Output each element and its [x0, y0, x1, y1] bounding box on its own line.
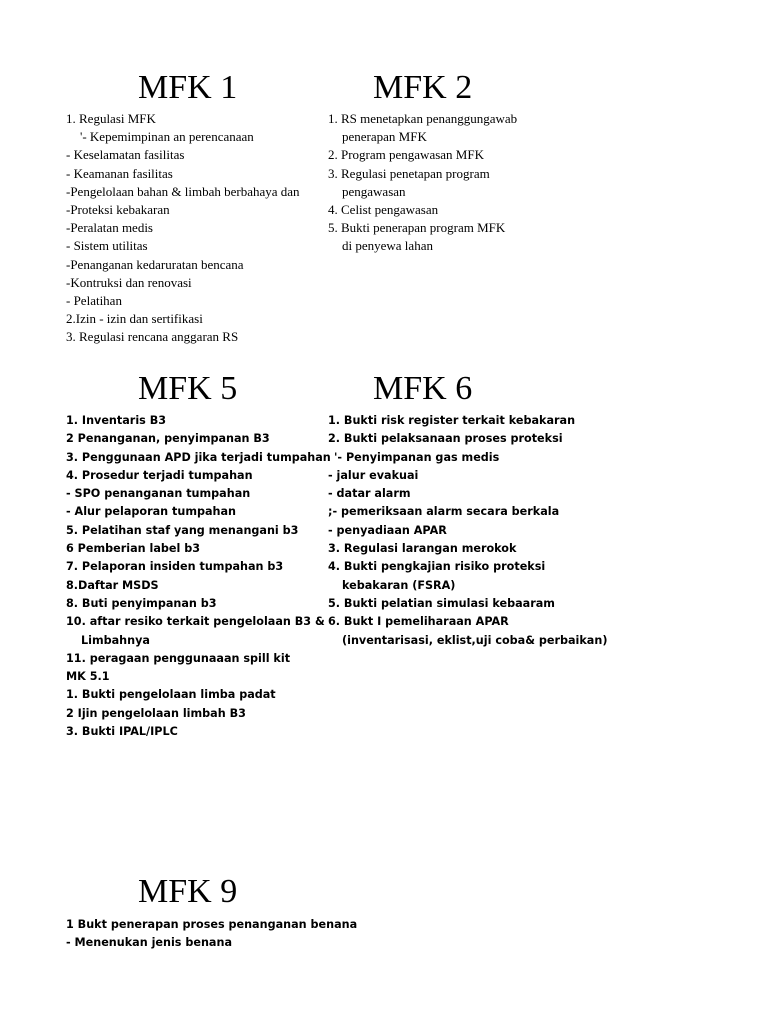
list-item: 8.Daftar MSDS — [66, 578, 159, 592]
list-item: 2. Program pengawasan MFK — [328, 147, 484, 163]
list-item: '- Penyimpanan gas medis — [334, 450, 500, 464]
list-item: - Alur pelaporan tumpahan — [66, 505, 237, 519]
list-item: - Menenukan jenis benana — [66, 936, 232, 950]
list-item: -Proteksi kebakaran — [66, 201, 170, 217]
mfk9-list — [66, 916, 366, 953]
list-item: 10. aftar resiko terkait pengelolaan B3 & — [66, 615, 325, 629]
list-item: Limbahnya — [81, 633, 150, 647]
list-item: 4. Celist pengawasan — [328, 201, 439, 217]
list-item: 3. Regulasi larangan merokok — [328, 542, 517, 556]
list-item: 4. Bukti pengkajian risiko proteksi — [328, 560, 546, 574]
list-item: 3. Regulasi rencana anggaran RS — [66, 329, 239, 345]
list-item: ;- pemeriksaan alarm secara berkala — [328, 505, 560, 519]
list-item: 5. Bukti penerapan program MFK — [328, 220, 506, 236]
list-item: 3. Regulasi penetapan program — [328, 165, 490, 181]
heading-mfk6: MFK 6 — [373, 370, 473, 407]
list-item: - datar alarm — [328, 487, 411, 501]
heading-mfk9: MFK 9 — [138, 873, 238, 910]
list-item: -Penanganan kedaruratan bencana — [66, 256, 244, 272]
list-item: 6. Bukt I pemeliharaan APAR — [328, 615, 509, 629]
list-item: 7. Pelaporan insiden tumpahan b3 — [66, 560, 284, 574]
list-item: 1. RS menetapkan penanggungawab — [328, 111, 518, 126]
list-item: - Pelatihan — [66, 292, 122, 308]
list-item: 1. Bukti risk register terkait kebakaran — [328, 414, 576, 427]
list-item: 1 Bukt penerapan proses penanganan benana — [66, 918, 358, 931]
list-item: 1. Inventaris B3 — [66, 414, 167, 427]
list-item: kebakaran (FSRA) — [342, 578, 456, 592]
list-item: MK 5.1 — [66, 670, 110, 684]
list-item: -Kontruksi dan renovasi — [66, 274, 192, 290]
mfk5-list — [66, 412, 331, 741]
list-item: 2. Bukti pelaksanaan proses proteksi — [328, 432, 563, 446]
list-item: 2 Penanganan, penyimpanan B3 — [66, 432, 270, 446]
list-item: 1. Regulasi MFK — [66, 111, 156, 126]
list-item: -Pengelolaan bahan & limbah berbahaya dan — [66, 183, 300, 199]
list-item: - SPO penanganan tumpahan — [66, 487, 251, 501]
list-item: 11. peragaan penggunaaan spill kit — [66, 651, 291, 665]
list-item: 5. Pelatihan staf yang menangani b3 — [66, 523, 299, 537]
list-item: - penyadiaan APAR — [328, 523, 447, 537]
list-item: 3. Penggunaan APD jika terjadi tumpahan — [66, 450, 331, 464]
heading-mfk1: MFK 1 — [138, 69, 238, 106]
list-item: penerapan MFK — [342, 129, 427, 145]
list-item: 3. Bukti IPAL/IPLC — [66, 725, 178, 739]
list-item: '- Kepemimpinan an perencanaan — [80, 129, 254, 145]
mfk1-list — [66, 110, 336, 346]
list-item: 1. Bukti pengelolaan limba padat — [66, 688, 276, 702]
list-item: 4. Prosedur terjadi tumpahan — [66, 468, 253, 482]
list-item: 6 Pemberian label b3 — [66, 542, 200, 556]
list-item: - Sistem utilitas — [66, 238, 148, 254]
heading-mfk5: MFK 5 — [138, 370, 238, 407]
list-item: - Keamanan fasilitas — [66, 165, 173, 181]
list-item: 8. Buti penyimpanan b3 — [66, 596, 217, 610]
mfk6-list — [328, 412, 608, 650]
list-item: di penyewa lahan — [342, 238, 433, 254]
heading-mfk2: MFK 2 — [373, 69, 473, 106]
list-item: (inventarisasi, eklist,uji coba& perbaikan) — [342, 633, 608, 647]
list-item: pengawasan — [342, 183, 406, 199]
list-item: - Keselamatan fasilitas — [66, 147, 185, 163]
list-item: -Peralatan medis — [66, 220, 153, 236]
list-item: - jalur evakuai — [328, 468, 419, 482]
list-item: 5. Bukti pelatian simulasi kebaaram — [328, 596, 555, 610]
mfk2-list — [328, 110, 534, 256]
list-item: 2 Ijin pengelolaan limbah B3 — [66, 706, 246, 720]
list-item: 2.Izin - izin dan sertifikasi — [66, 311, 203, 327]
